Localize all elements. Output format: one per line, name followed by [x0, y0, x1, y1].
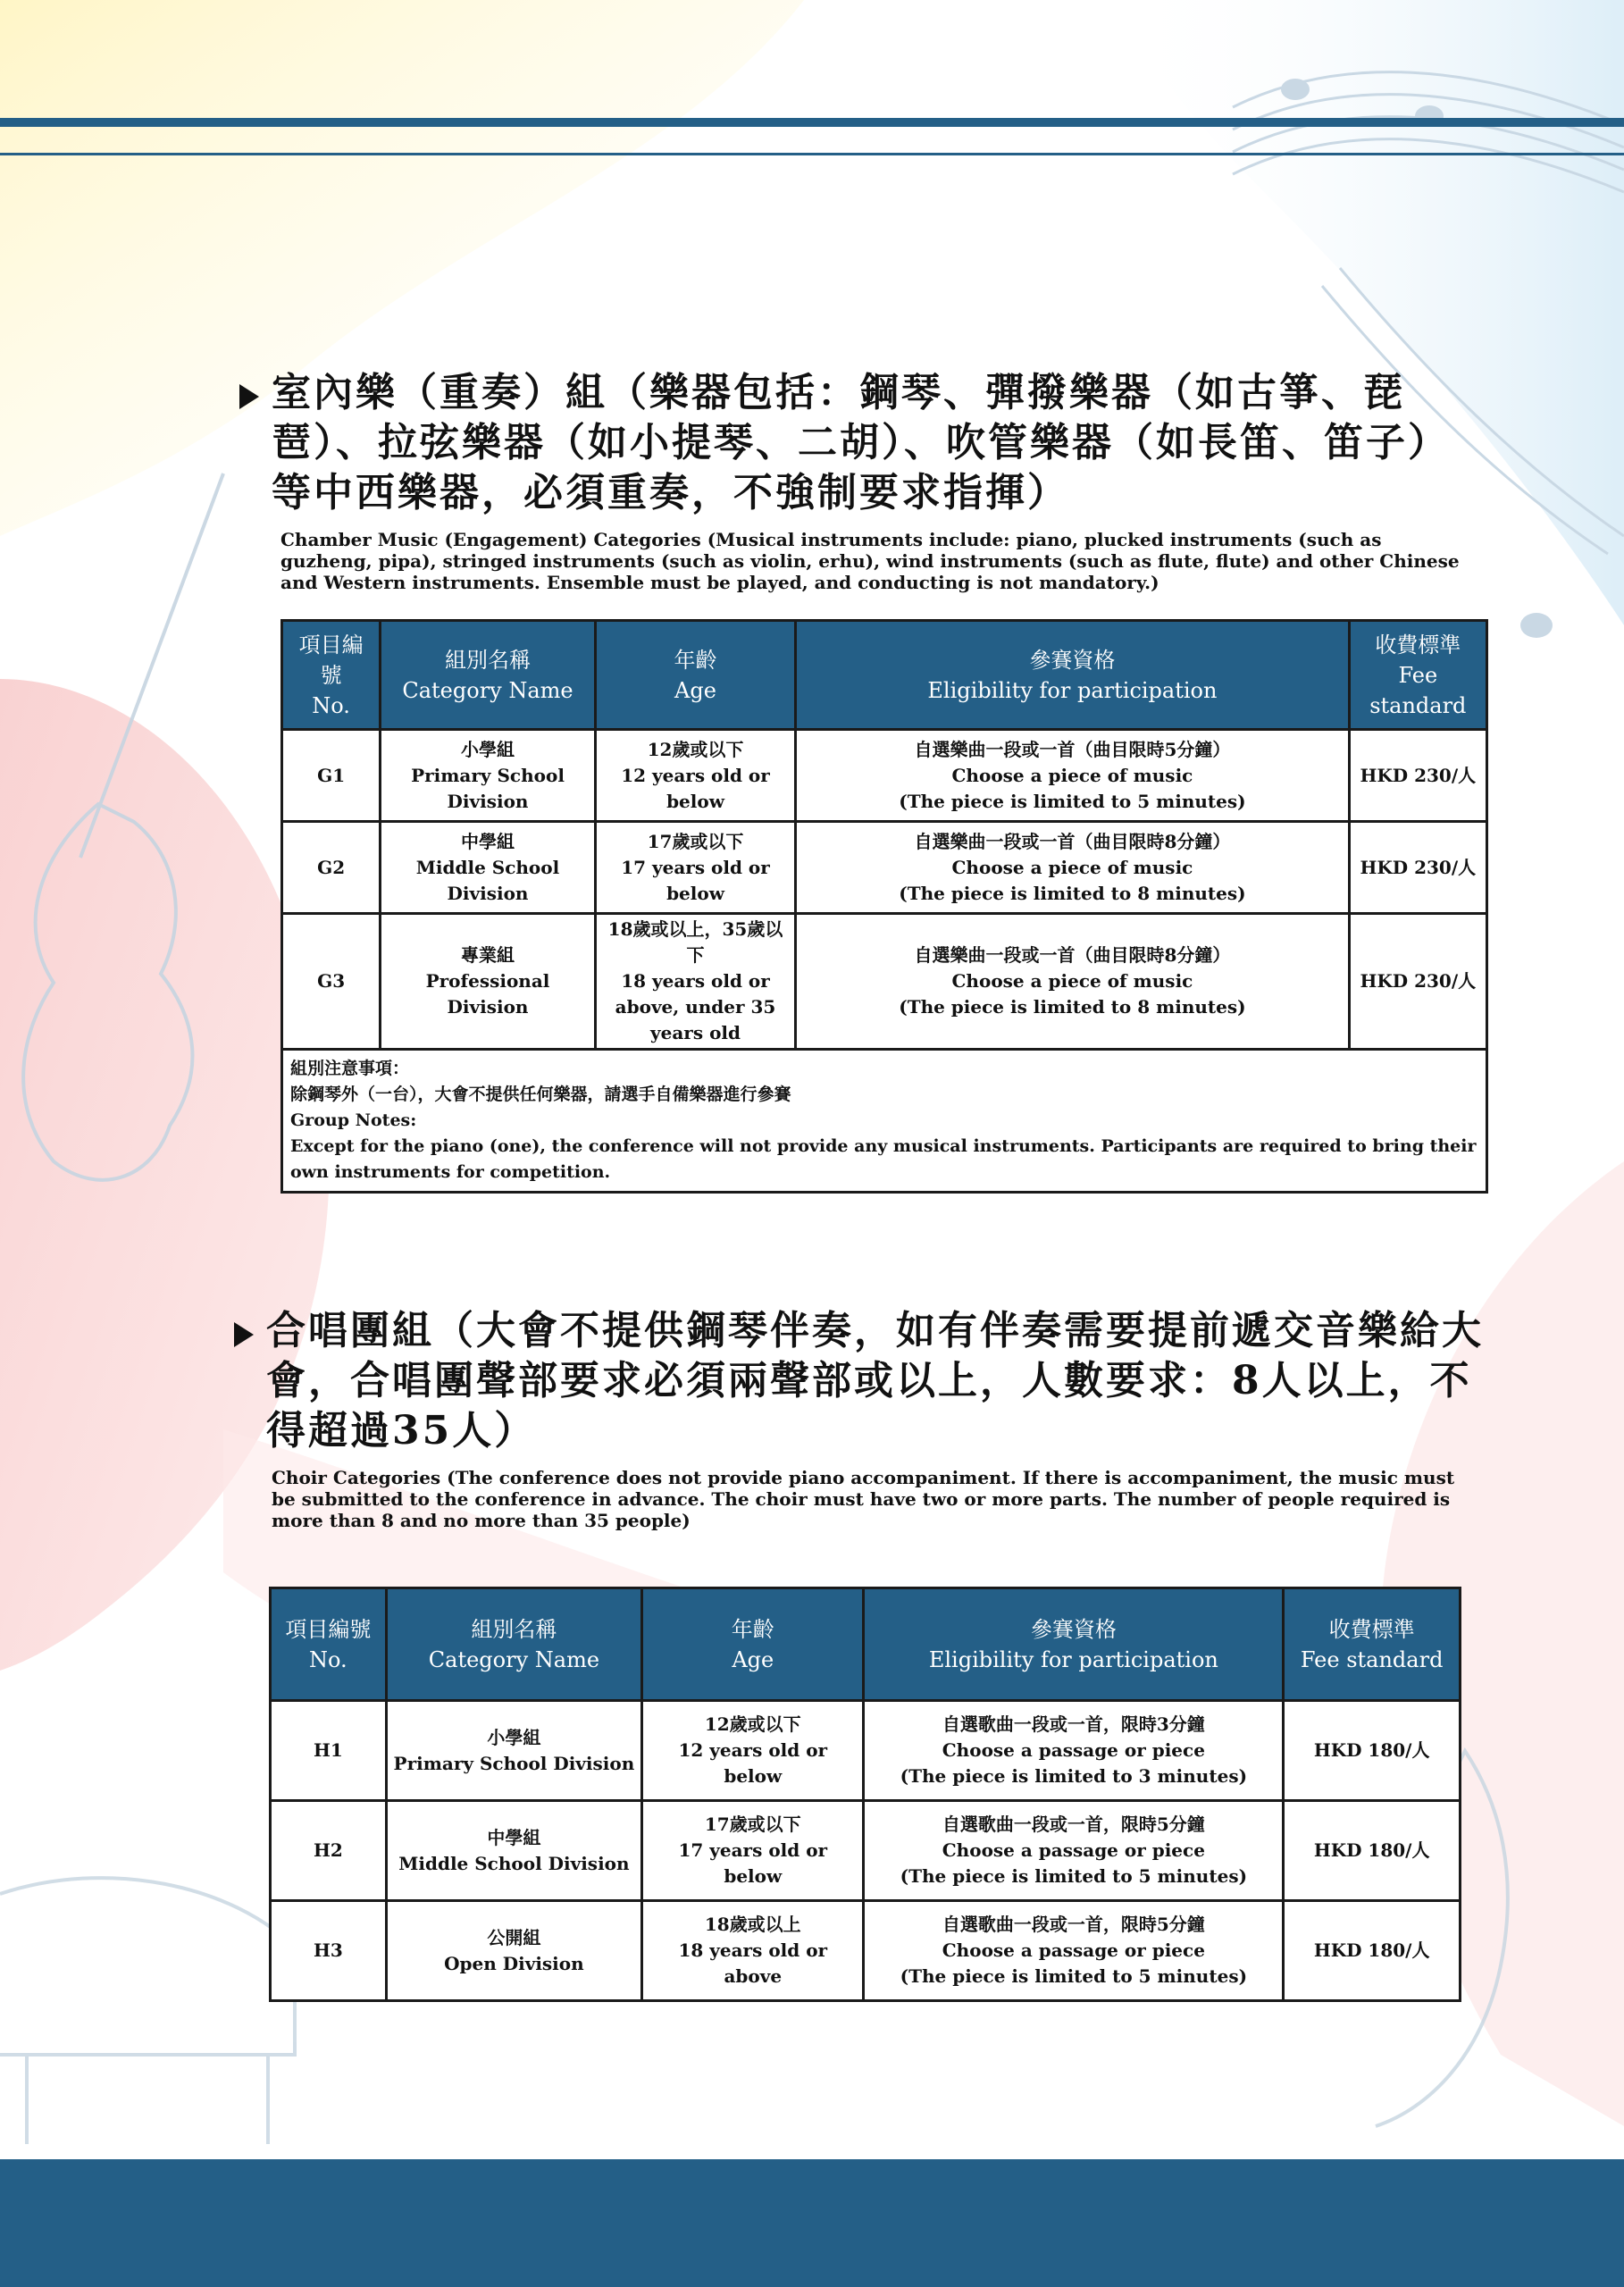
- notes-text-en: Except for the piano (one), the conference will not provide any musical instruments. Participants are required to bring their own instruments for competition.: [290, 1136, 1477, 1182]
- chamber-fee-table: [280, 619, 1488, 1194]
- group-notes: [282, 1050, 1487, 1193]
- row-no: H1: [271, 1701, 387, 1801]
- row-eligibility: 自選歌曲一段或一首，限時3分鐘 Choose a passage or piece (The piece is limited to 3 minutes): [864, 1701, 1284, 1801]
- table-row: [282, 822, 1487, 914]
- header-age: 年齡 Age: [642, 1588, 864, 1701]
- notes-row: [282, 1050, 1487, 1193]
- table-row: [271, 1901, 1461, 2001]
- row-no: G2: [282, 822, 381, 914]
- row-category: 中學組 Middle School Division: [381, 822, 596, 914]
- row-category: 專業組 Professional Division: [381, 914, 596, 1050]
- row-fee: HKD 180/人: [1284, 1801, 1461, 1901]
- header-category: 組別名稱 Category Name: [386, 1588, 641, 1701]
- row-category: 小學組 Primary School Division: [381, 730, 596, 822]
- row-age: 17歲或以下 17 years old or below: [642, 1801, 864, 1901]
- choir-fee-table: [269, 1587, 1461, 2002]
- chamber-heading-en: Chamber Music (Engagement) Categories (Musical instruments include: piano, plucked instruments (such as guzheng, pipa), stringed instruments (such as violin, erhu), wind instruments (such as flute, flute) and other Chinese and Western instruments. Ensemble must be played, and conducting is not mandatory.): [280, 529, 1460, 593]
- header-fee: 收費標準 Fee standard: [1349, 621, 1486, 730]
- row-eligibility: 自選樂曲一段或一首（曲目限時8分鐘） Choose a piece of music (The piece is limited to 8 minutes): [796, 914, 1349, 1050]
- header-eligibility: 參賽資格 Eligibility for participation: [796, 621, 1349, 730]
- row-no: H2: [271, 1801, 387, 1901]
- table-header-row: [282, 621, 1487, 730]
- chamber-heading: [239, 368, 1490, 518]
- row-fee: HKD 230/人: [1349, 730, 1486, 822]
- row-age: 18歲或以上 18 years old or above: [642, 1901, 864, 2001]
- header-category: 組別名稱 Category Name: [381, 621, 596, 730]
- notes-text-zh: 除鋼琴外（一台），大會不提供任何樂器，請選手自備樂器進行參賽: [290, 1085, 791, 1104]
- table-row: [282, 914, 1487, 1050]
- row-eligibility: 自選歌曲一段或一首，限時5分鐘 Choose a passage or piece (The piece is limited to 5 minutes): [864, 1801, 1284, 1901]
- triangle-bullet-icon: [239, 384, 259, 409]
- row-category: 小學組 Primary School Division: [386, 1701, 641, 1801]
- triangle-bullet-icon: [234, 1322, 254, 1347]
- header-band-thin: [0, 153, 1624, 155]
- chamber-heading-zh: 室內樂（重奏）組（樂器包括：鋼琴、彈撥樂器（如古箏、琵琶）、拉弦樂器（如小提琴、二胡）、吹管樂器（如長笛、笛子）等中西樂器，必須重奏，不強制要求指揮）: [272, 370, 1450, 515]
- header-eligibility: 參賽資格 Eligibility for participation: [864, 1588, 1284, 1701]
- footer-band: [0, 2159, 1624, 2287]
- header-no: 項目編號 No.: [282, 621, 381, 730]
- notes-title-en: Group Notes:: [290, 1110, 417, 1130]
- row-age: 17歲或以下 17 years old or below: [595, 822, 795, 914]
- row-fee: HKD 180/人: [1284, 1901, 1461, 2001]
- choir-heading-zh: 合唱團組（大會不提供鋼琴伴奏，如有伴奏需要提前遞交音樂給大會，合唱團聲部要求必須兩聲部或以上，人數要求：8人以上，不得超過35人）: [266, 1308, 1484, 1453]
- table-header-row: [271, 1588, 1461, 1701]
- choir-heading: [234, 1306, 1503, 1456]
- row-no: H3: [271, 1901, 387, 2001]
- table-row: [271, 1701, 1461, 1801]
- header-no: 項目編號 No.: [271, 1588, 387, 1701]
- row-eligibility: 自選樂曲一段或一首（曲目限時8分鐘） Choose a piece of music (The piece is limited to 8 minutes): [796, 822, 1349, 914]
- row-fee: HKD 230/人: [1349, 822, 1486, 914]
- row-age: 18歲或以上，35歲以下 18 years old or above, under 35 years old: [595, 914, 795, 1050]
- row-category: 中學組 Middle School Division: [386, 1801, 641, 1901]
- header-age: 年齡 Age: [595, 621, 795, 730]
- row-category: 公開組 Open Division: [386, 1901, 641, 2001]
- choir-section: [234, 1306, 1503, 1531]
- row-fee: HKD 180/人: [1284, 1701, 1461, 1801]
- row-fee: HKD 230/人: [1349, 914, 1486, 1050]
- row-no: G3: [282, 914, 381, 1050]
- table-row: [271, 1801, 1461, 1901]
- chamber-section: [239, 368, 1490, 593]
- choir-heading-en: Choir Categories (The conference does not provide piano accompaniment. If there is accompaniment, the music must be submitted to the conference in advance. The choir must have two or more parts. The number of people required is more than 8 and no more than 35 people): [272, 1467, 1455, 1531]
- header-fee: 收費標準 Fee standard: [1284, 1588, 1461, 1701]
- row-eligibility: 自選樂曲一段或一首（曲目限時5分鐘） Choose a piece of music (The piece is limited to 5 minutes): [796, 730, 1349, 822]
- table-row: [282, 730, 1487, 822]
- header-band-thick: [0, 118, 1624, 127]
- row-eligibility: 自選歌曲一段或一首，限時5分鐘 Choose a passage or piece (The piece is limited to 5 minutes): [864, 1901, 1284, 2001]
- row-no: G1: [282, 730, 381, 822]
- notes-title-zh: 組別注意事項：: [290, 1059, 410, 1078]
- row-age: 12歲或以下 12 years old or below: [595, 730, 795, 822]
- row-age: 12歲或以下 12 years old or below: [642, 1701, 864, 1801]
